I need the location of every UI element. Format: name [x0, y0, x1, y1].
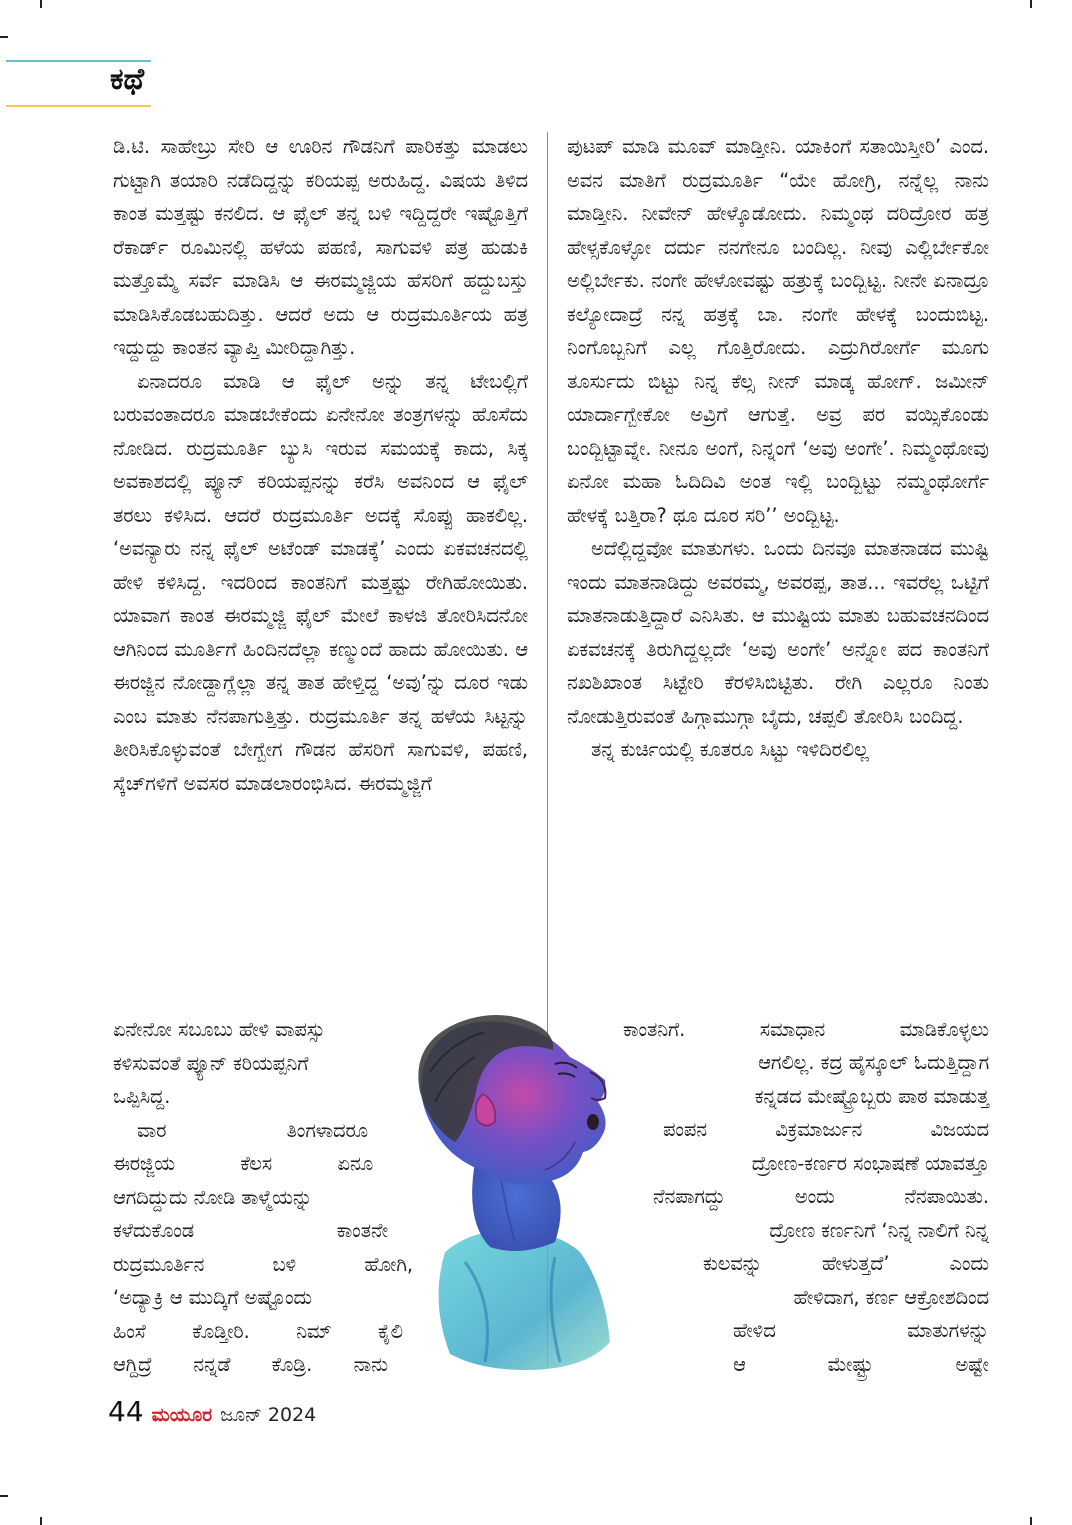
word: ಕೈಲಿ — [377, 1319, 403, 1343]
word: ಎಂದು — [949, 1252, 989, 1275]
word: ನೆನಪಾಯಿತು. — [904, 1185, 989, 1208]
word: ವಾರ — [137, 1118, 167, 1142]
crop-mark — [1030, 0, 1032, 8]
crop-mark — [0, 36, 8, 38]
paragraph: ಡಿ.ಟಿ. ಸಾಹೇಬ್ರು ಸೇರಿ ಆ ಊರಿನ ಗೌಡನಿಗೆ ಪಾರಿಕತ್ತು ಮಾಡಲು ಗುಟ್ಟಾಗಿ ತಯಾರಿ ನಡೆದಿದ್ದನ್ನು ಕರಿಯಪ್ಪ ಅರುಹಿದ್ದ. ವಿಷಯ ತಿಳಿದ ಕಾಂತ ಮತ್ತಷ್ಟು ಕನಲಿದ. ಆ ಫೈಲ್ ತನ್ನ ಬಳಿ ಇದ್ದಿದ್ದರೇ ಇಷ್ಟೊತ್ತಿಗೆ ರೆಕಾರ್ಡ್ ರೂಮಿನಲ್ಲಿ ಹಳೆಯ ಪಹಣಿ, ಸಾಗುವಳಿ ಪತ್ರ ಹುಡುಕಿ ಮತ್ತೊಮ್ಮೆ ಸರ್ವೆ ಮಾಡಿಸಿ ಆ ಈರಮ್ಮಜ್ಜಿಯ ಹೆಸರಿಗೆ ಹದ್ದುಬಸ್ತು ಮಾಡಿಸಿಕೊಡಬಹುದಿತ್ತು. ಆದರೆ ಅದು ಆ ರುದ್ರಮೂರ್ತಿಯ ಹತ್ರ ಇದ್ದುದ್ದು ಕಾಂತನ ವ್ಯಾಪ್ತಿ ಮೀರಿದ್ದಾಗಿತ್ತು. — [113, 135, 528, 359]
right-column — [567, 130, 989, 767]
wrap-line — [623, 1013, 989, 1047]
word: ಬಳಿ — [272, 1252, 297, 1276]
wrap-line: ಆಗಲಿಲ್ಲ. ಕದ್ರ ಹೈಸ್ಕೂಲ್ ಓದುತ್ತಿದ್ದಾಗ — [758, 1051, 989, 1074]
word: ವಿಕ್ರಮಾರ್ಜುನ — [775, 1118, 863, 1141]
word: ಕೊಡ್ತೀರಿ. — [192, 1319, 250, 1343]
word: ಕೊಡ್ರಿ. — [271, 1353, 313, 1376]
wrap-line: ಒಪ್ಪಿಸಿದ್ದ. — [113, 1085, 171, 1108]
paragraph: ಪುಟಪ್ ಮಾಡಿ ಮೂವ್ ಮಾಡ್ತೀನಿ. ಯಾಕಿಂಗೆ ಸತಾಯಿಸ್ತೀರಿ’ ಎಂದ. ಅವನ ಮಾತಿಗೆ ರುದ್ರಮೂರ್ತಿ “ಯೇ ಹೋಗ್ರಿ, ನನ್ನೆಲ್ಲ ನಾನು ಮಾಡ್ತೀನಿ. ನೀವೇನ್ ಹೇಳ್ಕೊಡೋದು. ನಿಮ್ಮಂಥ ದರಿದ್ರೋರ ಹತ್ರ ಹೇಳ್ಸಕೊಳ್ಳೋ ದರ್ದು ನನಗೇನೂ ಬಂದಿಲ್ಲ. ನೀವು ಎಲ್ಲಿರ್ಬೇಕೋ ಅಲ್ಲಿರ್ಬೇಕು. ನಂಗೇ ಹೇಳೋವಷ್ಟು ಹತ್ರುಕ್ಕೆ ಬಂದ್ಬಿಟ್ಟ. ನೀನೇ ಏನಾದ್ರೂ ಕಲ್ಯೋದಾದ್ರೆ ನನ್ನ ಹತ್ರಕ್ಕೆ ಬಾ. ನಂಗೇ ಹೇಳಕ್ಕೆ ಬಂದುಬಿಟ್ಟ. ನಿಂಗೊಬ್ಬನಿಗೆ ಎಲ್ಲ ಗೊತ್ತಿರೋದು. ಎದ್ರುಗಿರೋರ್ಗೆ ಮೂಗು ತೂರ್ಸುದು ಬಿಟ್ಟು ನಿನ್ನ ಕೆಲ್ಸ ನೀನ್ ಮಾಡ್ಕ ಹೋಗ್. ಜಮೀನ್ ಯಾರ್ದಾಗ್ಬೇಕೋ ಅವ್ರಿಗೆ ಆಗುತ್ತೆ. ಅವ್ರ ಪರ ವಯ್ಸಿಕೊಂಡು ಬಂದ್ಬಿಟ್ಟಾವ್ನೇ. ನೀನೂ ಅಂಗೆ, ನಿನ್ನಂಗೆ ‘ಅವು ಅಂಗೇ’. ನಿಮ್ಮಂಥೋವು ಏನೋ ಮಹಾ ಓದಿದಿವಿ ಅಂತ ಇಲ್ಲಿ ಬಂದ್ಬಿಟ್ಟು ನಮ್ಮಂಥೋರ್ಗೆ ಹೇಳಕ್ಕೆ ಬತ್ತಿರಾ? ಥೂ ದೂರ ಸರಿ’’ ಅಂದ್ಬಿಟ್ಟ. — [567, 135, 989, 527]
page-number: 44 — [108, 1395, 144, 1428]
word: ಆ — [733, 1353, 746, 1376]
word: ನಾನು — [353, 1353, 388, 1376]
word: ವಿಜಯದ — [930, 1118, 989, 1141]
wrap-line — [703, 1247, 989, 1281]
word: ಕಾಂತನಿಗೆ. — [623, 1018, 686, 1041]
wrap-line — [113, 1214, 388, 1248]
word: ನೆನಪಾಗದ್ದು — [653, 1185, 726, 1208]
word: ಕುಲವನ್ನು — [703, 1252, 763, 1275]
header-rule-bottom — [6, 105, 151, 107]
page-footer — [108, 1395, 316, 1428]
wrap-line: ಆಗದಿದ್ದುದು ನೋಡಿ ತಾಳ್ಮೆಯನ್ನು — [113, 1185, 313, 1209]
word: ಅಂದು — [794, 1185, 835, 1208]
wrap-line — [653, 1180, 989, 1214]
wrap-line: ಕನ್ನಡದ ಮೇಷ್ಟ್ರೊಬ್ಬರು ಪಾಠ ಮಾಡುತ್ತ — [754, 1085, 989, 1108]
word: ಆಗ್ದಿದ್ರೆ — [113, 1353, 153, 1376]
word: ರುದ್ರಮೂರ್ತಿನ — [113, 1252, 205, 1276]
word: ಸಮಾಧಾನ — [759, 1018, 826, 1041]
word: ಈರಜ್ಜಿಯ — [113, 1152, 175, 1175]
wrap-line: ಕಳಿಸುವಂತೆ ಪ್ಯೂನ್ ಕರಿಯಪ್ಪನಿಗೆ — [113, 1051, 309, 1075]
crop-mark — [40, 1517, 42, 1525]
word: ನನ್ನಡೆ — [193, 1353, 231, 1376]
paragraph: ತನ್ನ ಕುರ್ಚಿಯಲ್ಲಿ ಕೂತರೂ ಸಿಟ್ಟು ಇಳಿದಿರಲಿಲ್ಲ — [591, 738, 869, 761]
crop-mark — [0, 1495, 8, 1497]
word: ಮೇಷ್ಟ್ರು — [827, 1353, 874, 1376]
word: ಹೋಗಿ, — [364, 1252, 413, 1276]
word: ಹೇಳಿದ — [733, 1319, 776, 1342]
left-column — [113, 130, 528, 800]
wrap-line: ದ್ರೋಣ-ಕರ್ಣರ ಸಂಭಾಷಣೆ ಯಾವತ್ತೂ — [751, 1152, 989, 1175]
word: ಪಂಪನ — [663, 1118, 707, 1141]
wrap-line — [113, 1114, 368, 1148]
wrap-line — [733, 1314, 989, 1348]
word: ಹೇಳುತ್ತದೆ’ — [822, 1252, 890, 1275]
word: ನಿಮ್ — [296, 1319, 332, 1343]
word: ಮಾಡಿಕೊಳ್ಳಲು — [899, 1018, 989, 1041]
section-title: ಕಥೆ — [110, 62, 145, 97]
word: ಕೆಲಸ — [240, 1152, 272, 1175]
word: ತಿಂಗಳಾದರೂ — [286, 1118, 368, 1142]
wrap-line — [113, 1248, 413, 1282]
paragraph: ಅದೆಲ್ಲಿದ್ದವೋ ಮಾತುಗಳು. ಒಂದು ದಿನವೂ ಮಾತನಾಡದ ಮುಷ್ಟಿ ಇಂದು ಮಾತನಾಡಿದ್ದು ಅವರಮ್ಮ, ಅವರಪ್ಪ, ತಾತ... ಇವರೆಲ್ಲ ಒಟ್ಟಿಗೆ ಮಾತನಾಡುತ್ತಿದ್ದಾರೆ ಎನಿಸಿತು. ಆ ಮುಷ್ಟಿಯ ಮಾತು ಬಹುವಚನದಿಂದ ಏಕವಚನಕ್ಕೆ ತಿರುಗಿದ್ದಲ್ಲದೇ ‘ಅವು ಅಂಗೇ’ ಅನ್ನೋ ಪದ ಕಾಂತನಿಗೆ ನಖಶಿಖಾಂತ ಸಿಟ್ಟೇರಿ ಕೆರಳಿಸಿಬಿಟ್ಟಿತು. ರೇಗಿ ಎಲ್ಲರೂ ನಿಂತು ನೋಡುತ್ತಿರುವಂತೆ ಹಿಗ್ಗಾಮುಗ್ಗಾ ಬೈದು, ಚಪ್ಪಲಿ ತೋರಿಸಿ ಬಂದಿದ್ದ. — [567, 537, 989, 728]
word: ಕಳೆದುಕೊಂಡ — [113, 1219, 195, 1242]
word: ಅಷ್ಟೇ — [955, 1353, 989, 1376]
wrap-line — [113, 1147, 373, 1181]
crop-mark — [1030, 1517, 1032, 1525]
wrap-line — [113, 1348, 388, 1382]
wrap-line — [733, 1348, 989, 1382]
left-wrap-text — [113, 1013, 413, 1382]
wrap-line: ದ್ರೋಣ ಕರ್ಣನಿಗೆ ‘ನಿನ್ನ ನಾಲಿಗೆ ನಿನ್ನ — [769, 1219, 989, 1242]
wrap-line — [113, 1315, 403, 1349]
wrap-line: ‘ಅದ್ಯಾಕ್ರಿ ಆ ಮುದ್ಕಿಗೆ ಅಷ್ಟೊಂದು — [113, 1286, 313, 1309]
word: ಕಾಂತನೇ — [336, 1219, 388, 1242]
issue-date: ಜೂನ್ 2024 — [220, 1404, 317, 1426]
word: ಮಾತುಗಳನ್ನು — [907, 1319, 989, 1342]
crop-mark — [40, 0, 42, 8]
word: ಏನೂ — [337, 1152, 373, 1175]
word: ಹಿಂಸೆ — [113, 1319, 146, 1343]
man-looking-up-illustration — [405, 1002, 635, 1372]
paragraph: ಏನಾದರೂ ಮಾಡಿ ಆ ಫೈಲ್ ಅನ್ನು ತನ್ನ ಟೇಬಲ್ಲಿಗೆ ಬರುವಂತಾದರೂ ಮಾಡಬೇಕೆಂದು ಏನೇನೋ ತಂತ್ರಗಳನ್ನು ಹೊಸೆದು ನೋಡಿದ. ರುದ್ರಮೂರ್ತಿ ಬ್ಯುಸಿ ಇರುವ ಸಮಯಕ್ಕೆ ಕಾದು, ಸಿಕ್ಕ ಅವಕಾಶದಲ್ಲಿ ಪ್ಯೂನ್ ಕರಿಯಪ್ಪನನ್ನು ಕರೆಸಿ ಅವನಿಂದ ಆ ಫೈಲ್ ತರಲು ಕಳಿಸಿದ. ಆದರೆ ರುದ್ರಮೂರ್ತಿ ಅದಕ್ಕೆ ಸೊಪ್ಪು ಹಾಕಲಿಲ್ಲ. ‘ಅವನ್ಯಾರು ನನ್ನ ಫೈಲ್ ಅಟೆಂಡ್ ಮಾಡಕ್ಕೆ’ ಎಂದು ಏಕವಚನದಲ್ಲಿ ಹೇಳಿ ಕಳಿಸಿದ್ದ. ಇದರಿಂದ ಕಾಂತನಿಗೆ ಮತ್ತಷ್ಟು ರೇಗಿಹೋಯಿತು. ಯಾವಾಗ ಕಾಂತ ಈರಮ್ಮಜ್ಜಿ ಫೈಲ್ ಮೇಲೆ ಕಾಳಜಿ ತೋರಿಸಿದನೋ ಆಗಿನಿಂದ ಮೂರ್ತಿಗೆ ಹಿಂದಿನದೆಲ್ಲಾ ಕಣ್ಮುಂದೆ ಹಾದು ಹೋಯಿತು. ಆ ಈರಜ್ಜಿನ ನೋಡ್ದಾಗ್ಲೆಲ್ಲಾ ತನ್ನ ತಾತ ಹೇಳ್ತಿದ್ದ ‘ಅವು’ನ್ನು ದೂರ ಇಡು ಎಂಬ ಮಾತು ನೆನಪಾಗುತ್ತಿತ್ತು. ರುದ್ರಮೂರ್ತಿ ತನ್ನ ಹಳೆಯ ಸಿಟ್ಟನ್ನು ತೀರಿಸಿಕೊಳ್ಳುವಂತೆ ಬೇಗ್ಬೇಗ ಗೌಡನ ಹೆಸರಿಗೆ ಸಾಗುವಳಿ, ಪಹಣಿ, ಸ್ಕೆಚ್‌ಗಳಿಗೆ ಅವಸರ ಮಾಡಲಾರಂಭಿಸಿದ. ಈರಮ್ಮಜ್ಜಿಗೆ — [113, 369, 528, 795]
wrap-line — [663, 1113, 989, 1147]
wrap-line: ಹೇಳಿದಾಗ, ಕರ್ಣ ಆಕ್ರೋಶದಿಂದ — [793, 1286, 989, 1309]
magazine-logo: ಮಯೂರ — [151, 1404, 213, 1426]
wrap-line: ಏನೇನೋ ಸಬೂಬು ಹೇಳಿ ವಾಪಸ್ಸು — [113, 1018, 325, 1041]
